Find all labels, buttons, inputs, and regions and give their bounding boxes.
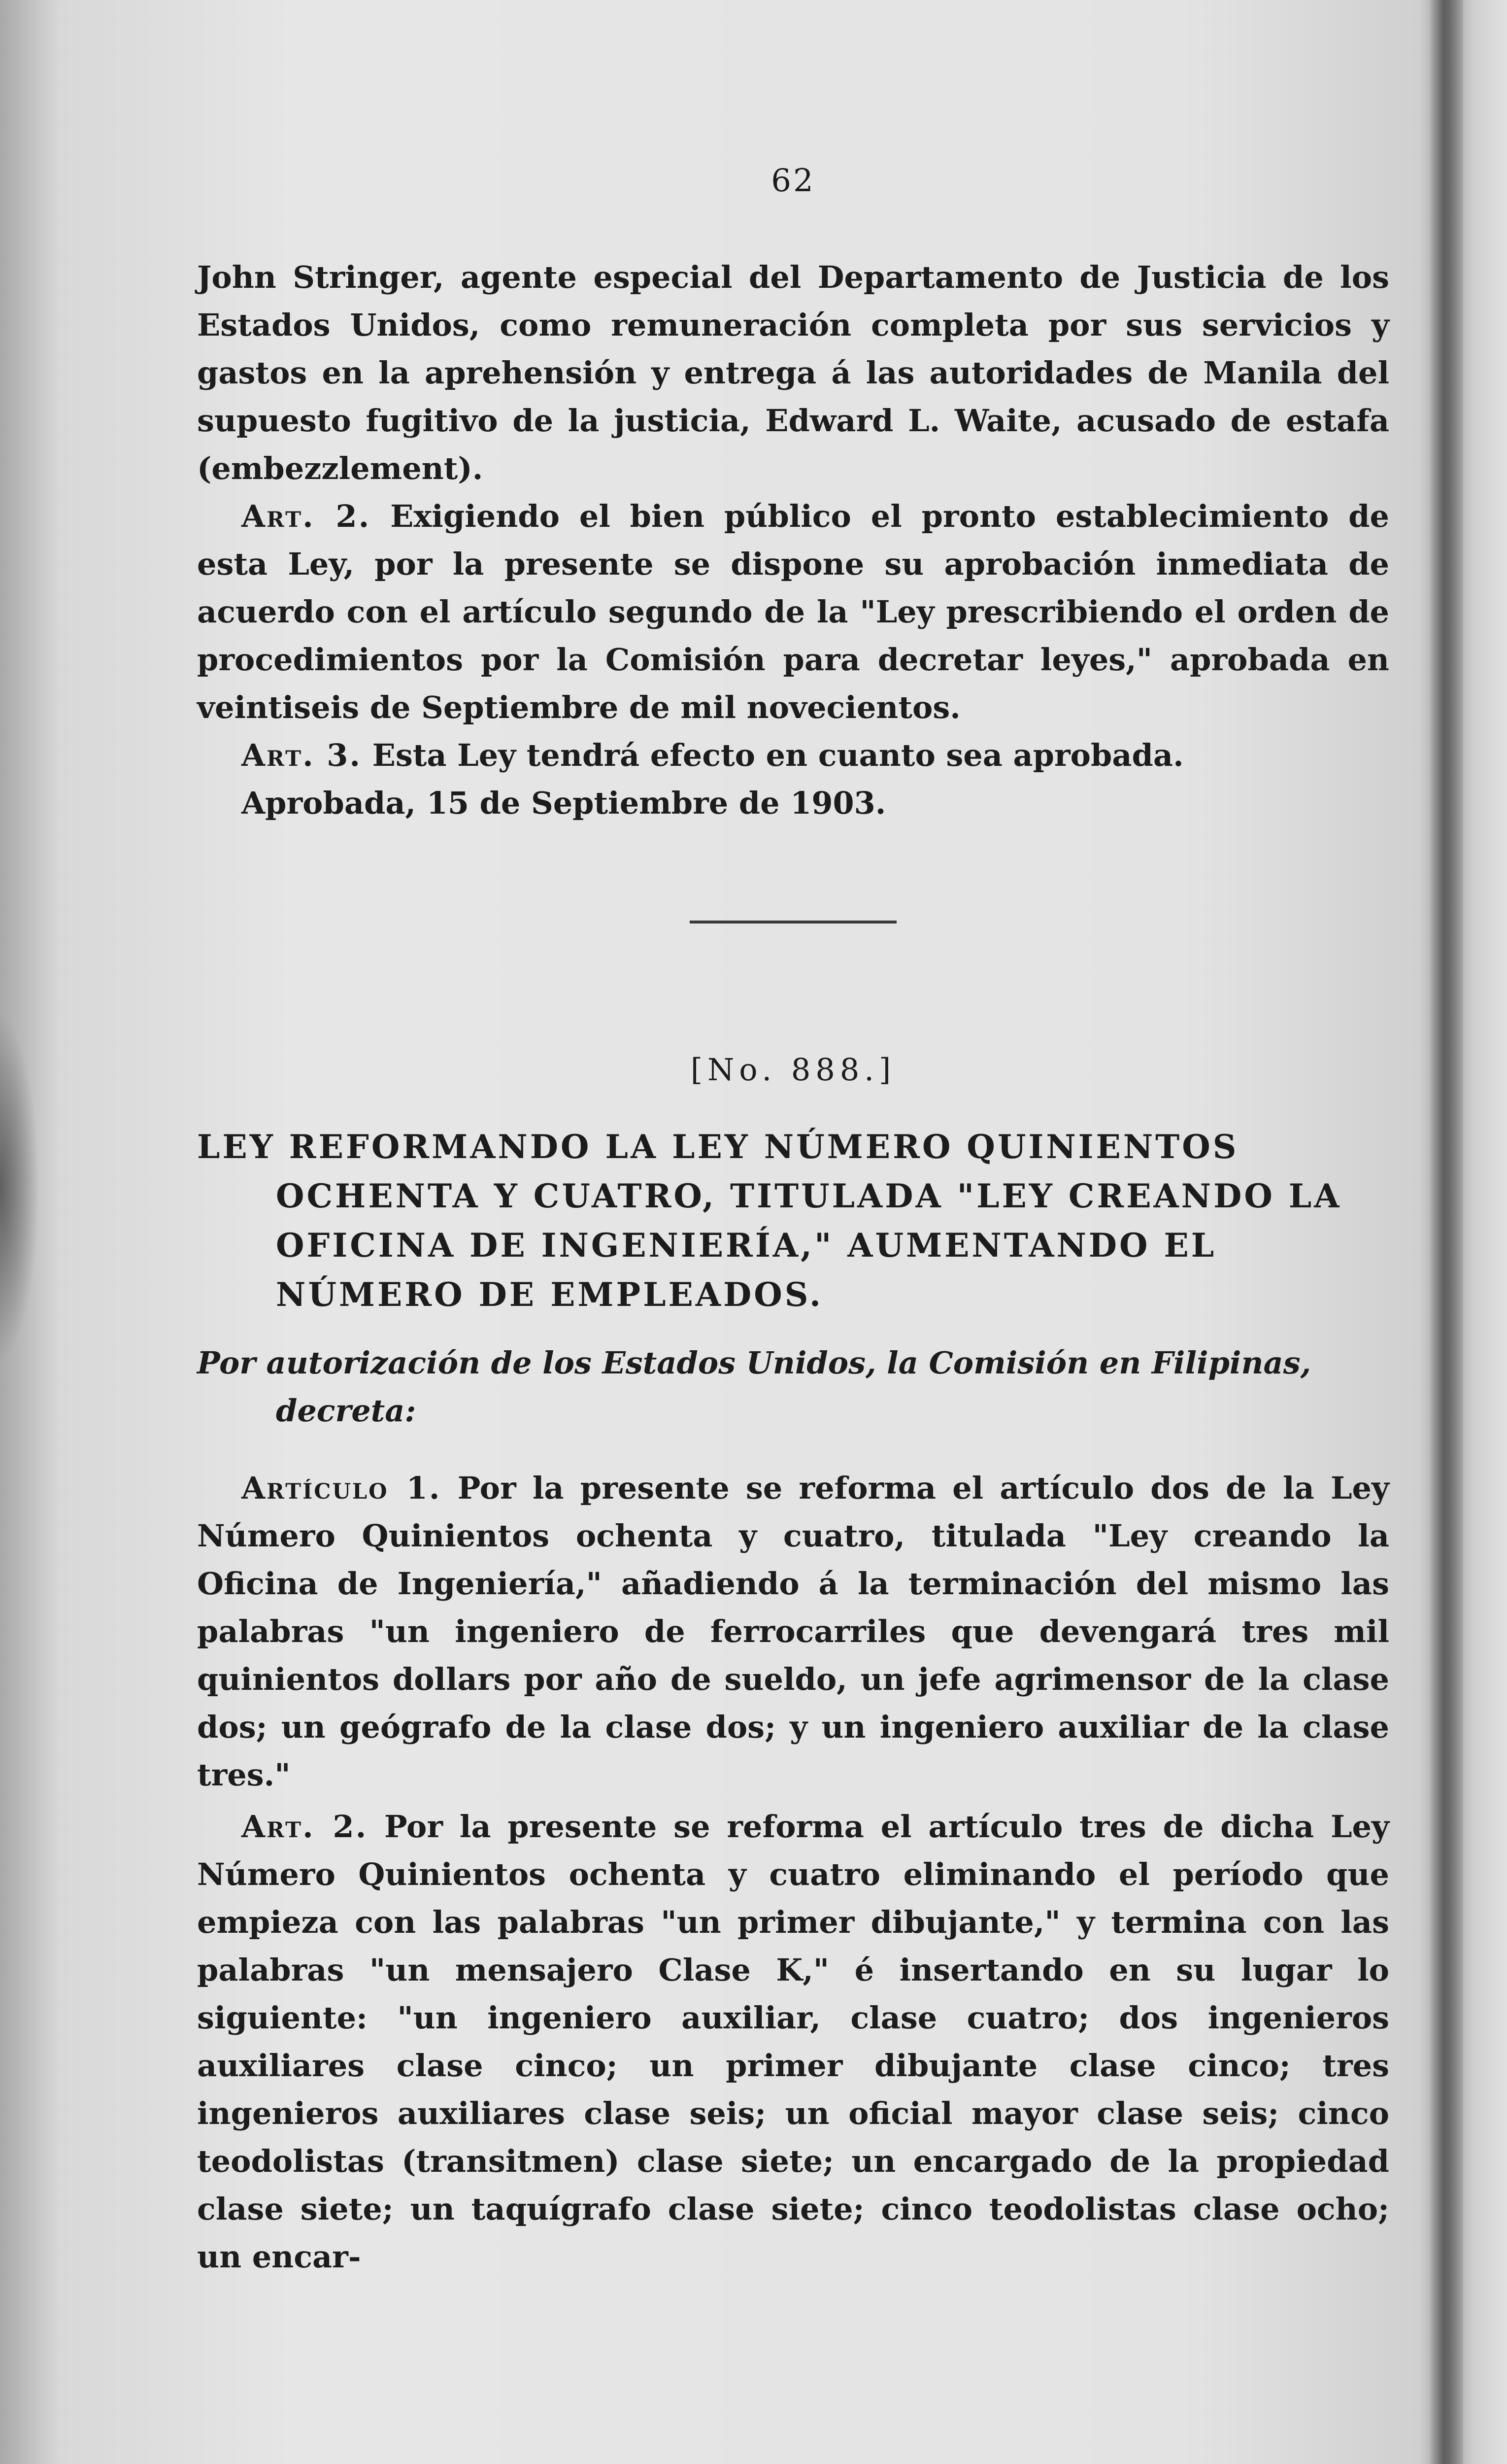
section-divider — [690, 921, 897, 924]
previous-law-article-2 — [197, 492, 1389, 731]
article-text: Esta Ley tendrá efecto en cuanto sea aprobada. — [372, 737, 1184, 773]
book-gutter-shadow — [1429, 0, 1463, 2464]
article-label: Art. 2. — [241, 1809, 368, 1845]
law-title-line-1: LEY REFORMANDO LA LEY NÚMERO QUINIENTOS — [197, 1128, 1239, 1166]
law-article-1 — [197, 1464, 1389, 1799]
law-title — [197, 1122, 1389, 1319]
scan-shadow-left — [0, 1015, 39, 1360]
previous-law-paragraph: John Stringer, agente especial del Departamento de Justicia de los Estados Unidos, como remuneración completa por sus servicios y gastos en la aprehensión y entrega á las autoridades de Manila del supuesto fugitivo de la justicia, Edward L. Waite, acusado de estafa (embezzlement). — [197, 259, 1389, 486]
previous-law-article-3 — [197, 731, 1389, 779]
article-text: Por la presente se reforma el artículo dos de la Ley Número Quinientos ochenta y cuatro, titulada "Ley creando la Oficina de Ingeniería," añadiendo á la terminación del mismo las palabras "un ingeniero de ferrocarriles que devengará tres mil quinientos dollars por año de sueldo, un jefe agrimensor de la clase dos; un geógrafo de la clase dos; y un ingeniero auxiliar de la clase tres." — [197, 1470, 1390, 1793]
page-content — [197, 163, 1389, 2281]
law-article-2 — [197, 1803, 1389, 2281]
law-title-continuation: OCHENTA Y CUATRO, TITULADA "LEY CREANDO LA OFICINA DE INGENIERÍA," AUMENTANDO EL NÚMERO DE EMPLEADOS. — [276, 1177, 1342, 1314]
enacting-clause — [197, 1339, 1389, 1435]
article-label: Art. 2. — [241, 498, 371, 534]
article-text: Exigiendo el bien público el pronto establecimiento de esta Ley, por la presente se dispone su aprobación inmediata de acuerdo con el artículo segundo de la "Ley prescribiendo el orden de procedimientos por la Comisión para decretar leyes," aprobada en veintiseis de Septiembre de mil novecientos. — [197, 498, 1389, 725]
article-label: Artículo 1. — [241, 1470, 441, 1506]
article-label: Art. 3. — [241, 737, 362, 773]
approval-date: Aprobada, 15 de Septiembre de 1903. — [241, 785, 886, 821]
spacer — [197, 1799, 1389, 1803]
article-text: Por la presente se reforma el artículo tres de dicha Ley Número Quinientos ochenta y cuatro eliminando el período que empieza con las palabras "un primer dibujante," y termina con las palabras "un mensajero Clase K," é insertando en su lugar lo siguiente: "un ingeniero auxiliar, clase cuatro; dos ingenieros auxiliares clase cinco; un primer dibujante clase cinco; tres ingenieros auxiliares clase seis; un oficial mayor clase seis; cinco teodolistas (transitmen) clase siete; un encargado de la propiedad clase siete; un taquígrafo clase siete; cinco teodolistas clase ocho; un encar- — [197, 1809, 1390, 2275]
law-number: [No. 888.] — [690, 1052, 896, 1088]
page-number: 62 — [771, 163, 815, 199]
enacting-clause-continuation: decreta: — [276, 1393, 416, 1429]
enacting-clause-line-1: Por autorización de los Estados Unidos, la Comisión en Filipinas, — [197, 1345, 1311, 1381]
